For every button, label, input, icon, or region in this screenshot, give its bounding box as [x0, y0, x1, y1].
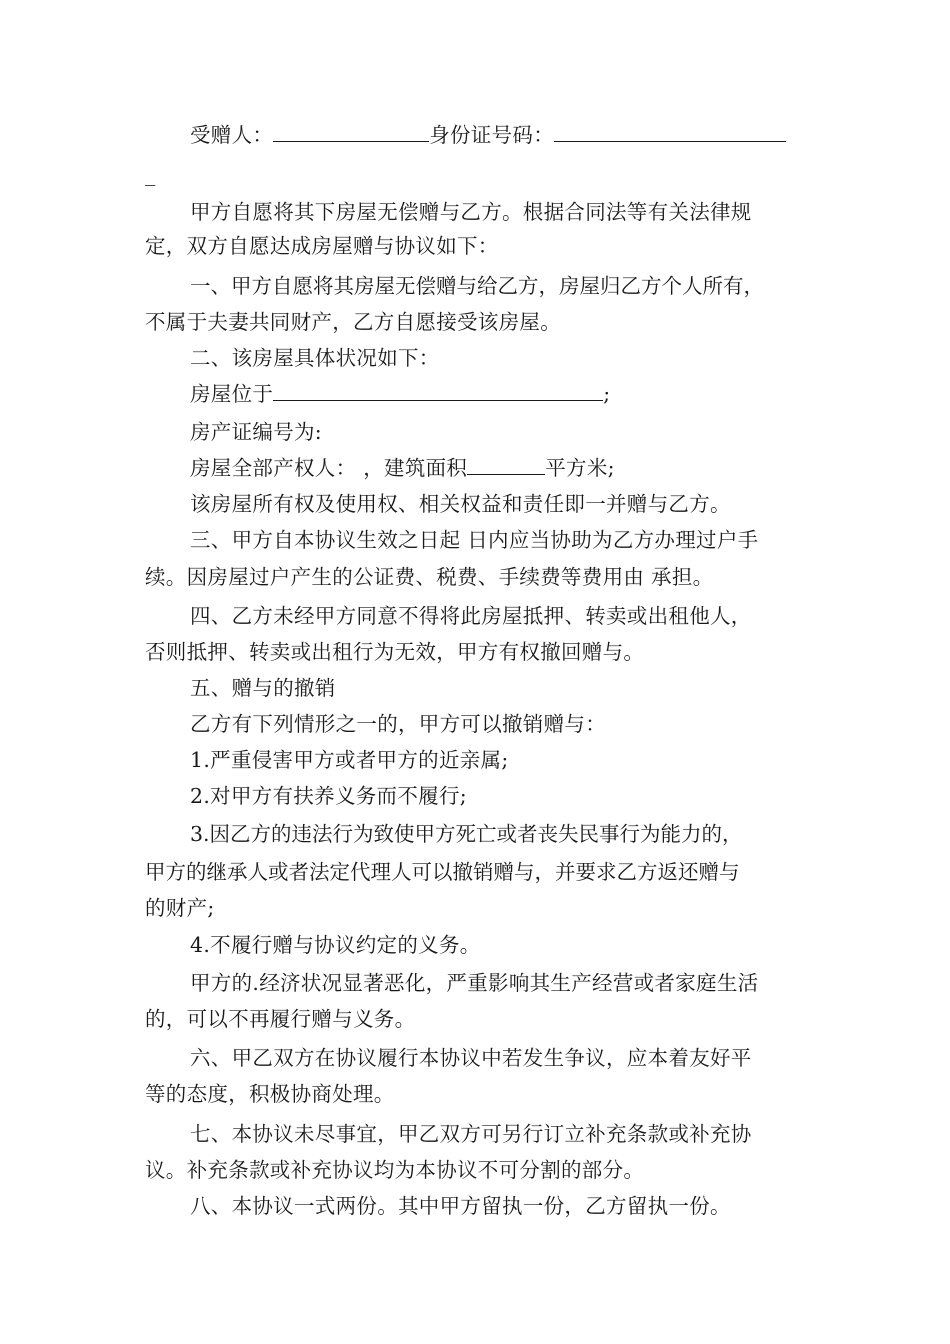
area-blank — [467, 454, 545, 475]
article-5-intro: 乙方有下列情形之一的，甲方可以撤销赠与： — [190, 712, 606, 736]
intro-line-2: 定，双方自愿达成房屋赠与协议如下： — [145, 234, 499, 258]
rights-line: 该房屋所有权及使用权、相关权益和责任即一并赠与乙方。 — [190, 492, 731, 516]
area-unit: 平方米; — [545, 456, 615, 480]
donee-label: 受赠人： — [190, 123, 274, 147]
item-2: 2.对甲方有扶养义务而不履行; — [190, 784, 467, 808]
intro-line-1: 甲方自愿将其下房屋无偿赠与乙方。根据合同法等有关法律规 — [190, 200, 752, 224]
article-5-title: 五、赠与的撤销 — [190, 676, 336, 700]
donee-line — [190, 121, 786, 149]
item-3-line-3: 的财产; — [145, 896, 215, 920]
article-3-line-2: 续。因房屋过户产生的公证费、税费、手续费等费用由 承担。 — [145, 565, 714, 589]
overflow-mark: _ — [145, 162, 156, 186]
location-line — [190, 380, 610, 408]
article-2-title: 二、该房屋具体状况如下： — [190, 346, 440, 370]
article-6-line-2: 等的态度，积极协商处理。 — [145, 1082, 395, 1106]
owner-area-line — [190, 454, 615, 482]
article-6-line-1: 六、甲乙双方在协议履行本协议中若发生争议，应本着友好平 — [190, 1046, 752, 1070]
article-3-line-1: 三、甲方自本协议生效之日起 日内应当协助为乙方办理过户手 — [190, 528, 759, 552]
location-blank — [273, 380, 603, 401]
article-7-line-1: 七、本协议未尽事宜，甲乙双方可另行订立补充条款或补充协 — [190, 1122, 752, 1146]
article-1-line-2: 不属于夫妻共同财产，乙方自愿接受该房屋。 — [145, 310, 561, 334]
economy-line-2: 的，可以不再履行赠与义务。 — [145, 1007, 416, 1031]
item-3-line-2: 甲方的继承人或者法定代理人可以撤销赠与，并要求乙方返还赠与 — [145, 860, 740, 884]
article-4-line-2: 否则抵押、转卖或出租行为无效，甲方有权撤回赠与。 — [145, 640, 645, 664]
location-label: 房屋位于 — [190, 382, 274, 406]
economy-line-1: 甲方的.经济状况显著恶化，严重影响其生产经营或者家庭生活 — [190, 971, 759, 995]
item-1: 1.严重侵害甲方或者甲方的近亲属; — [190, 748, 509, 772]
article-8: 八、本协议一式两份。其中甲方留执一份，乙方留执一份。 — [190, 1194, 731, 1218]
item-4: 4.不履行赠与协议约定的义务。 — [190, 933, 481, 957]
certificate-line: 房产证编号为: — [190, 420, 323, 444]
id-number-blank — [554, 121, 786, 142]
donee-name-blank — [273, 121, 429, 142]
id-number-label: 身份证号码： — [429, 123, 555, 147]
article-4-line-1: 四、乙方未经甲方同意不得将此房屋抵押、转卖或出租他人， — [190, 604, 752, 628]
owner-label: 房屋全部产权人： ，建筑面积 — [190, 456, 468, 480]
article-1-line-1: 一、甲方自愿将其房屋无偿赠与给乙方，房屋归乙方个人所有， — [190, 274, 764, 298]
location-end: ; — [603, 382, 611, 406]
item-3-line-1: 3.因乙方的违法行为致使甲方死亡或者丧失民事行为能力的， — [190, 822, 743, 846]
article-7-line-2: 议。补充条款或补充协议均为本协议不可分割的部分。 — [145, 1158, 645, 1182]
